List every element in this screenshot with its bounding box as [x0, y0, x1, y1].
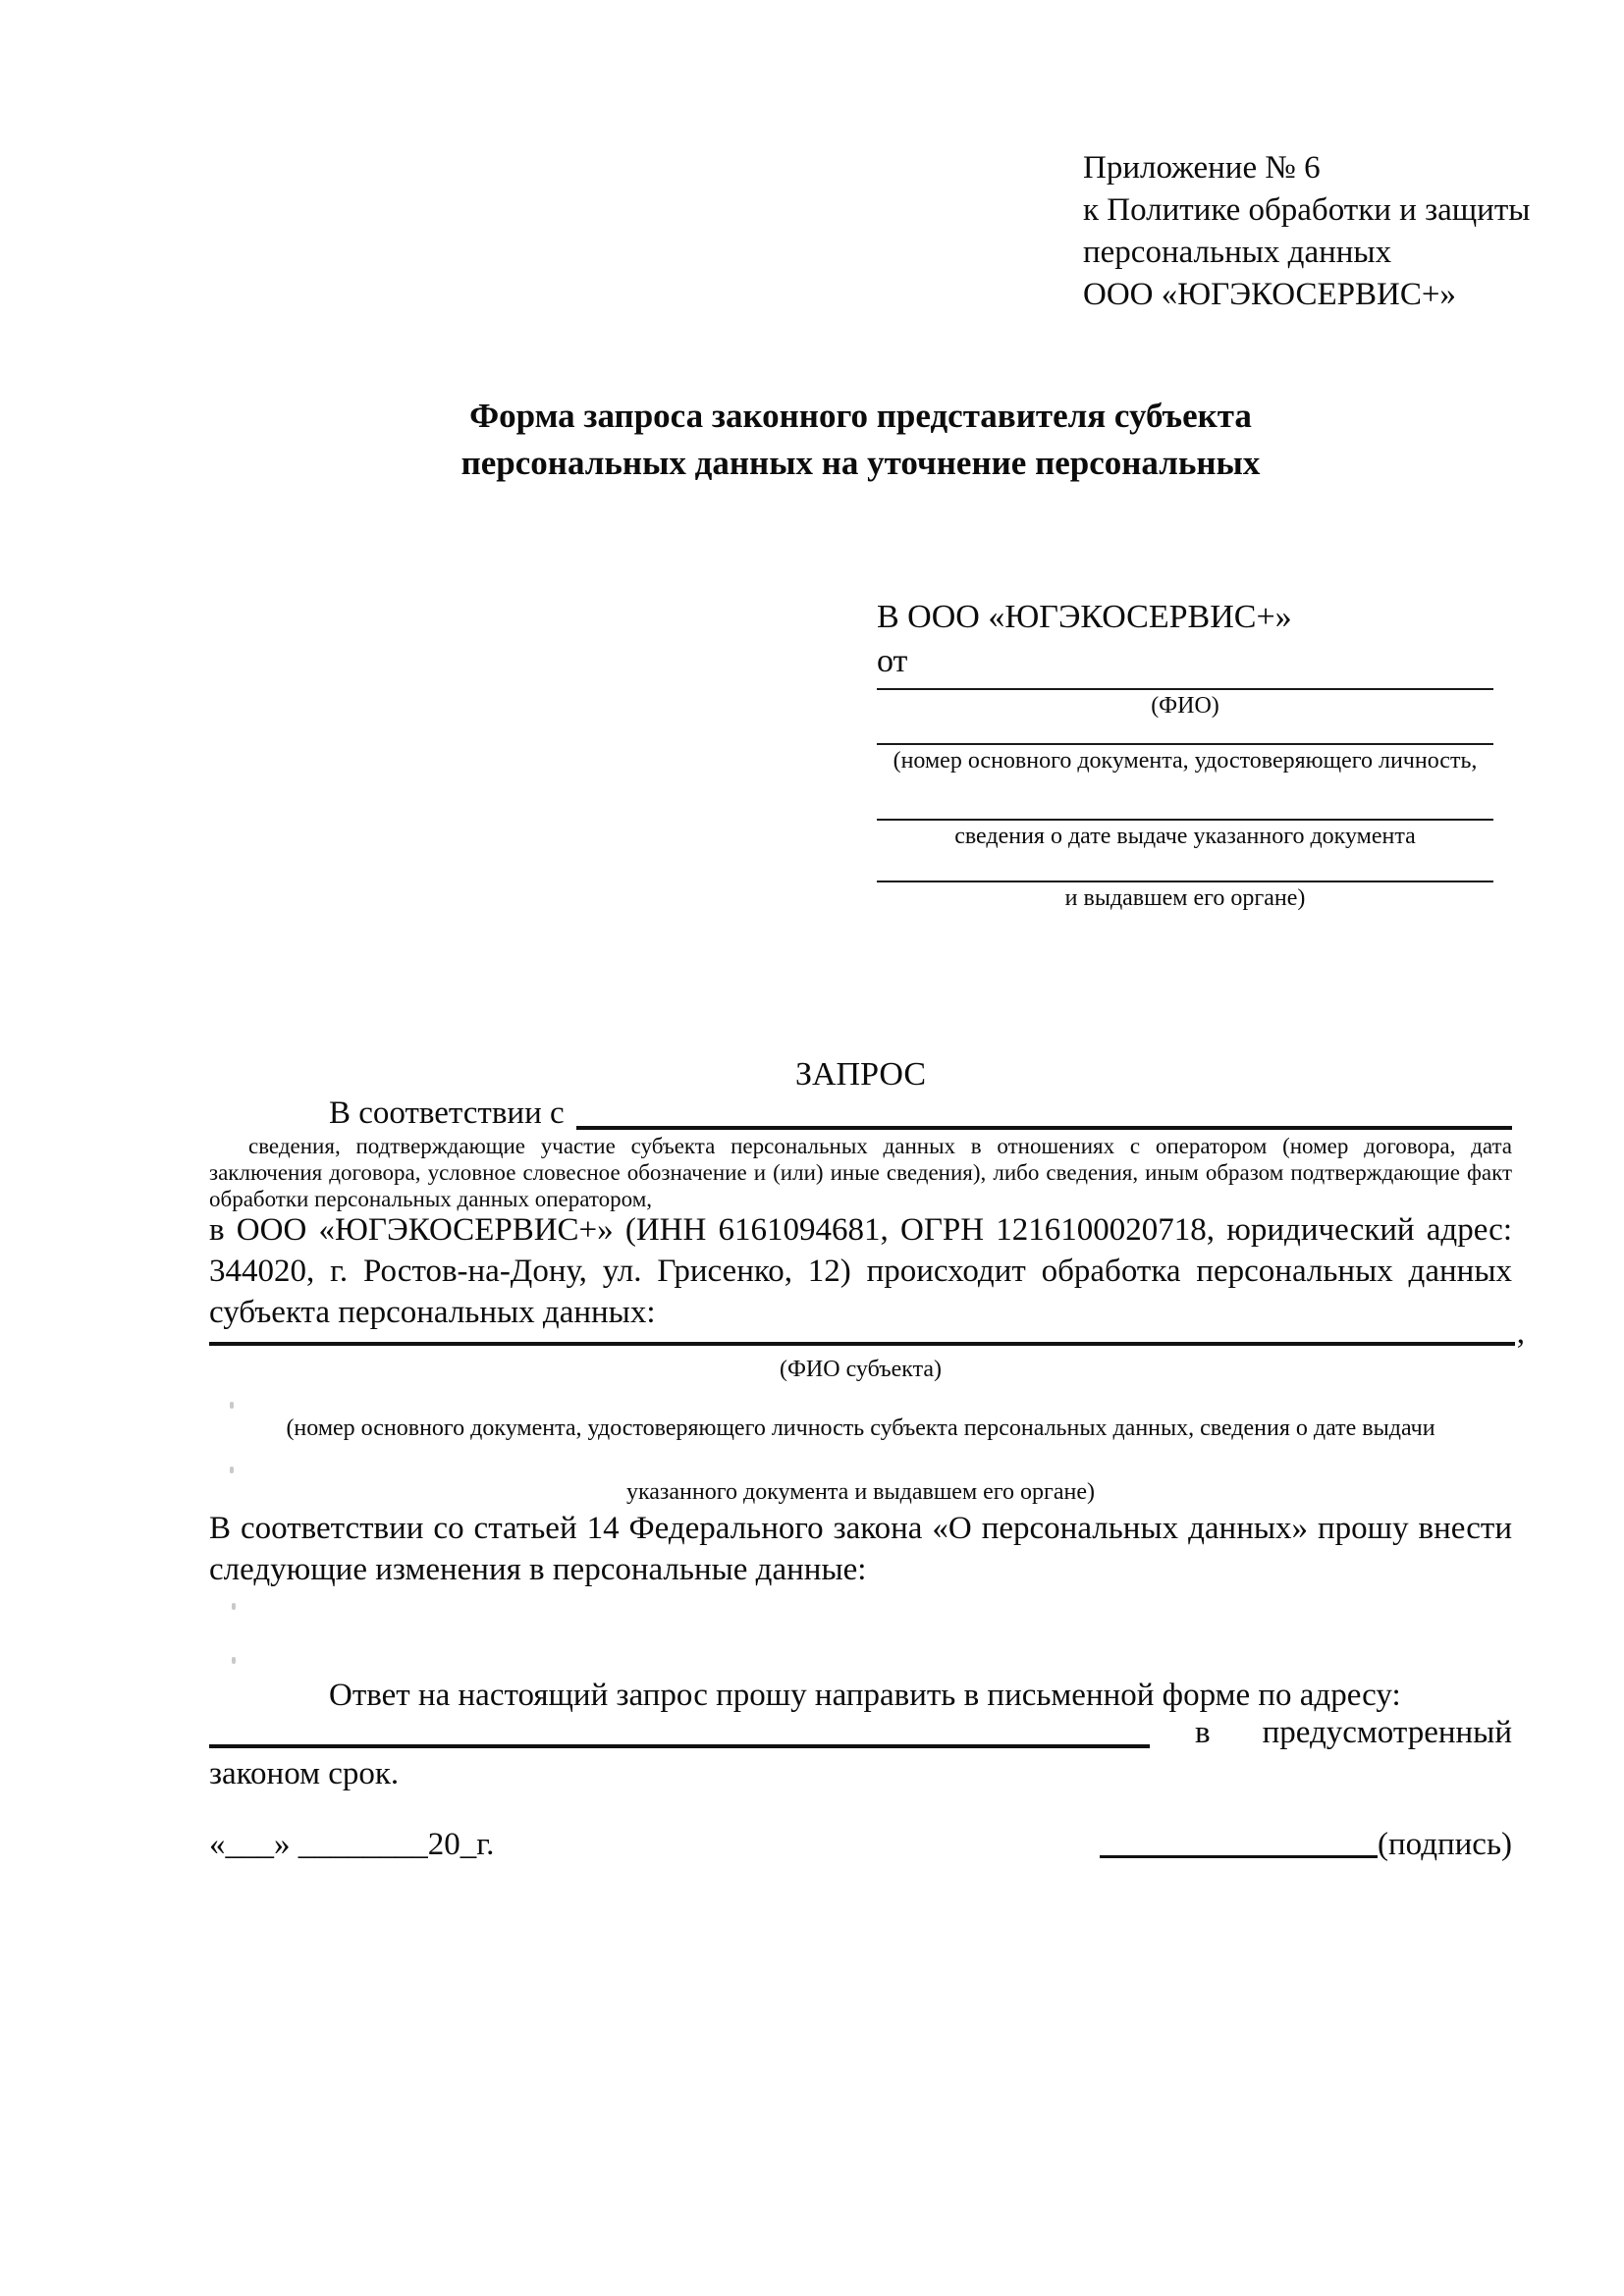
answer-address-line: [209, 1712, 1512, 1753]
fio-caption: (ФИО): [1151, 693, 1219, 719]
answer-tail-word: в: [1195, 1715, 1211, 1750]
page-title: [209, 393, 1512, 487]
addressee-from-label: от: [877, 643, 908, 679]
faint-line-artifact: [230, 1402, 234, 1409]
subject-fio-caption: (ФИО субъекта): [779, 1357, 943, 1382]
subject-document-caption-line1: (номер основного документа, удостоверяющего личность субъекта персональных данных, сведения о дате выдачи: [286, 1415, 1435, 1441]
faint-line-artifact: [230, 1467, 234, 1473]
faint-line-artifact: [232, 1603, 236, 1610]
fio-blank-line: [877, 683, 1493, 690]
answer-paragraph: Ответ на настоящий запрос прошу направить в письменной форме по адресу:: [329, 1678, 1401, 1713]
appendix-note-line: ООО «ЮГЭКОСЕРВИС+»: [1083, 277, 1456, 312]
trailing-comma: ,: [1516, 1315, 1525, 1351]
appendix-note-line: Приложение № 6: [1083, 150, 1321, 186]
operator-paragraph: в ООО «ЮГЭКОСЕРВИС+» (ИНН 6161094681, ОГРН 1216100020718, юридический адрес: 344020, г. Ростов-на-Дону, ул. Грисенко, 12) происходит обработка персональных данных субъекта персональных данных:: [209, 1212, 1512, 1330]
issuing-authority-blank-line: [877, 849, 1493, 882]
according-blank-line: [576, 1094, 1512, 1130]
page-title-line: Форма запроса законного представителя субъекта: [469, 397, 1252, 435]
answer-tail-word: предусмотренный: [1262, 1715, 1512, 1750]
date-signature-row: [209, 1824, 1512, 1865]
request-heading: ЗАПРОС: [794, 1056, 927, 1093]
document-number-caption: (номер основного документа, удостоверяющего личность,: [893, 748, 1478, 774]
signature-blank-line: [1100, 1855, 1378, 1858]
issue-date-blank-line: [877, 774, 1493, 821]
issue-date-caption: сведения о дате выдаче указанного документа: [954, 824, 1416, 849]
address-blank-line: [209, 1744, 1150, 1748]
document-number-blank-line: [877, 719, 1493, 745]
page-title-line: персональных данных на уточнение персональных: [460, 444, 1261, 482]
appendix-note-line: к Политике обработки и защиты: [1083, 192, 1531, 228]
addressee-to: В ООО «ЮГЭКОСЕРВИС+»: [877, 599, 1292, 635]
law-paragraph: В соответствии со статьей 14 Федерального закона «О персональных данных» прошу внести следующие изменения в персональные данные:: [209, 1511, 1512, 1587]
according-line: [209, 1094, 1512, 1133]
answer-tail-line: законом срок.: [209, 1756, 400, 1791]
according-prefix: В соответствии с: [329, 1095, 565, 1131]
signature-area: [1100, 1824, 1512, 1865]
appendix-note: [1083, 147, 1530, 316]
subject-fio-blank-line: [209, 1342, 1515, 1346]
appendix-note-line: персональных данных: [1083, 235, 1392, 270]
date-blank-line: «___» ________20_г.: [209, 1827, 495, 1862]
addressee-block: [877, 595, 1493, 911]
subject-document-caption-line2: указанного документа и выдавшем его органе): [625, 1479, 1096, 1505]
signature-caption: (подпись): [1378, 1827, 1512, 1862]
issuing-authority-caption: и выдавшем его органе): [1064, 885, 1306, 911]
basis-explanation-note: сведения, подтверждающие участие субъекта персональных данных в отношениях с оператором (номер договора, дата заключения договора, условное словесное обозначение и (или) иные сведения), либо сведения, иным образом подтверждающие факт обработки персональных данных оператором,: [209, 1134, 1512, 1211]
subject-fio-line: [209, 1315, 1525, 1352]
faint-line-artifact: [232, 1657, 236, 1664]
